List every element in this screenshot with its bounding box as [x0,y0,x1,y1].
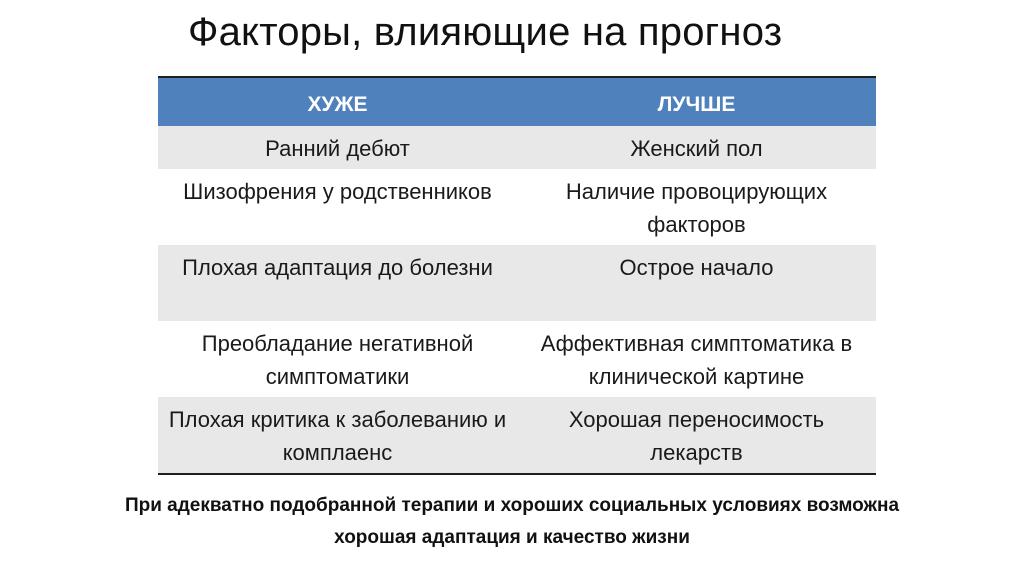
worse-factor-cell: Преобладание негативной симптоматики [201,331,474,389]
table-row [158,245,876,321]
header-worse: ХУЖЕ [307,93,368,116]
table-header-row [158,78,876,126]
prognosis-factors-table [158,76,876,475]
worse-factor-cell: Плохая критика к заболеванию и комплаенс [168,407,507,465]
table-row [158,321,876,397]
better-factor-cell: Острое начало [619,255,774,280]
better-factor-cell: Аффективная симптоматика в клинической картине [540,331,853,389]
conclusion-note: При адекватно подобранной терапии и хороших социальных условиях возможна хорошая адаптация и качество жизни [124,495,900,548]
better-factor-cell: Хорошая переносимость лекарств [568,407,825,465]
table-row [158,126,876,169]
worse-factor-cell: Ранний дебют [265,136,410,161]
worse-factor-cell: Шизофрения у родственников [183,179,492,204]
worse-factor-cell: Плохая адаптация до болезни [182,255,493,280]
better-factor-cell: Наличие провоцирующих факторов [565,179,828,237]
table-row [158,169,876,245]
slide-title: Факторы, влияющие на прогноз [188,10,783,54]
header-better: ЛУЧШЕ [657,93,736,116]
table-row [158,397,876,473]
better-factor-cell: Женский пол [630,136,763,161]
